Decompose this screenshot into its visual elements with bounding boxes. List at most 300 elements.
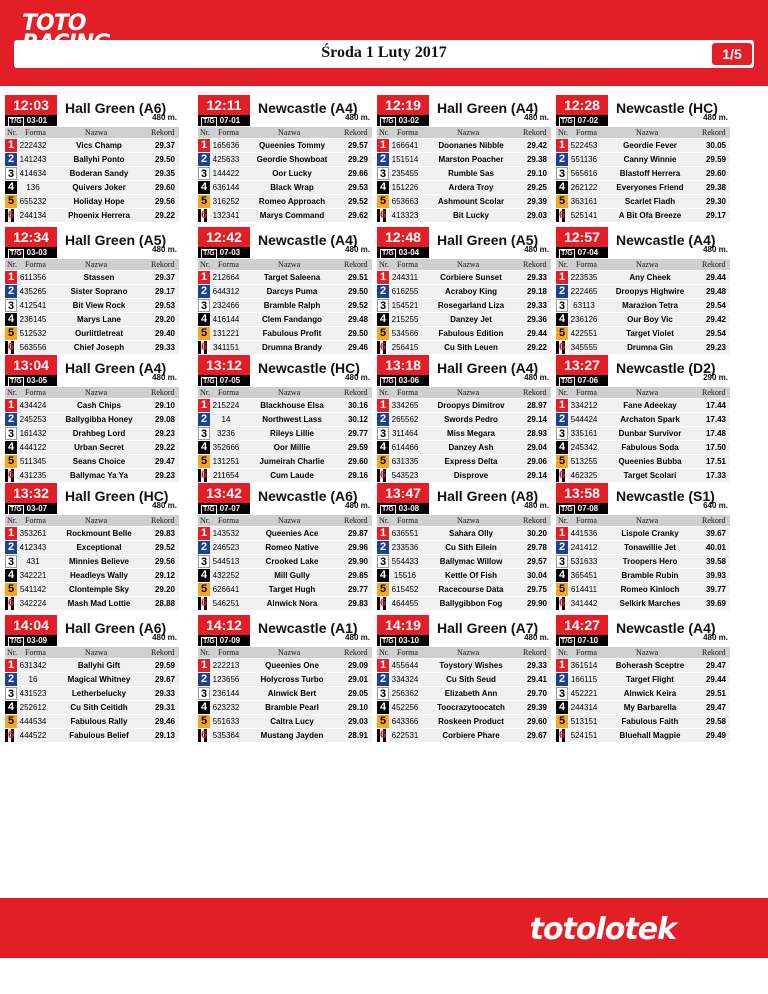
runner-record: 17.43 (705, 415, 727, 424)
table-row (377, 729, 551, 742)
runner-name: Toocrazytoocatch (437, 703, 505, 712)
table-row (377, 167, 551, 180)
table-row (556, 715, 730, 728)
table-row (198, 597, 372, 610)
col-nr: Nr. (200, 260, 210, 269)
tg-icon: T/G (561, 250, 573, 257)
runner-name: Stassen (83, 273, 115, 282)
runner-record: 29.56 (154, 197, 176, 206)
trap-number: 3 (556, 167, 568, 180)
race-distance: 290 m. (703, 373, 728, 382)
runner-name: Romeo Native (265, 543, 319, 552)
runner-form: 616255 (391, 287, 419, 296)
runner-record: 30.04 (526, 571, 548, 580)
runner-name: Fabulous Belief (69, 731, 129, 740)
table-row (198, 441, 372, 454)
runner-form: 644312 (212, 287, 240, 296)
runner-name: Marys Lane (76, 315, 122, 324)
race-time: 12:34 (5, 227, 57, 247)
runner-name: Bit View Rock (72, 301, 126, 310)
page-number: 1/5 (712, 43, 752, 65)
runner-record: 29.23 (154, 471, 176, 480)
runner-form: 3236 (217, 429, 235, 438)
trap-number: 2 (377, 285, 389, 298)
runner-record: 29.22 (154, 443, 176, 452)
race-distance: 480 m. (524, 113, 549, 122)
runner-record: 29.85 (347, 571, 369, 580)
race-card (377, 615, 551, 741)
trap-number: 2 (556, 673, 568, 686)
trap-number: 3 (377, 299, 389, 312)
trap-number: 6 (5, 469, 17, 482)
col-forma: Forma (218, 516, 239, 525)
race-track: Hall Green (A4) (437, 360, 539, 376)
table-header (5, 647, 179, 658)
runner-form: 365451 (570, 571, 598, 580)
table-row (377, 569, 551, 582)
trap-number: 4 (377, 181, 389, 194)
col-rekord: Rekord (344, 128, 368, 137)
runner-name: Swords Pedro (444, 415, 498, 424)
runner-form: 233536 (391, 543, 419, 552)
trap-number: 3 (5, 299, 17, 312)
table-row (556, 729, 730, 742)
runner-name: Fabulous Faith (621, 717, 679, 726)
trap-number: 4 (198, 701, 210, 714)
runner-name: Rumble Sas (448, 169, 494, 178)
runner-name: Sister Soprano (70, 287, 128, 296)
col-nr: Nr. (558, 260, 568, 269)
table-header (556, 515, 730, 526)
col-rekord: Rekord (523, 260, 547, 269)
race-card (377, 95, 551, 221)
runner-record: 17.48 (705, 429, 727, 438)
runner-record: 29.08 (154, 415, 176, 424)
table-header (198, 515, 372, 526)
table-row (198, 583, 372, 596)
runner-form: 353261 (19, 529, 47, 538)
col-nazwa: Nazwa (457, 648, 480, 657)
race-time: 13:18 (377, 355, 429, 375)
runner-record: 29.53 (347, 183, 369, 192)
runner-form: 525141 (570, 211, 598, 220)
race-code: T/G 07-07 (198, 503, 250, 514)
runner-name: Oor Millie (273, 443, 311, 452)
trap-number: 6 (198, 597, 210, 610)
runner-form: 653663 (391, 197, 419, 206)
table-row (5, 313, 179, 326)
trap-number: 5 (198, 327, 210, 340)
trap-number: 1 (5, 527, 17, 540)
runner-name: Ardera Troy (448, 183, 494, 192)
runner-record: 29.03 (526, 211, 548, 220)
race-code: T/G 07-10 (556, 635, 608, 646)
race-distance: 480 m. (345, 633, 370, 642)
runner-form: 341442 (570, 599, 598, 608)
runner-record: 29.66 (347, 169, 369, 178)
trap-number: 2 (377, 673, 389, 686)
runner-form: 413323 (391, 211, 419, 220)
runner-list (377, 659, 551, 743)
table-row (5, 341, 179, 354)
runner-name: Blastoff Herrera (619, 169, 681, 178)
table-header (377, 127, 551, 138)
trap-number: 4 (377, 569, 389, 582)
runner-form: 414634 (19, 169, 47, 178)
runner-list (556, 271, 730, 355)
runner-name: Cu Sith Leuen (444, 343, 498, 352)
col-forma: Forma (25, 260, 46, 269)
table-row (377, 597, 551, 610)
runner-form: 524151 (570, 731, 598, 740)
runner-form: 241412 (570, 543, 598, 552)
trap-number: 1 (5, 271, 17, 284)
totolotek-logo: totolotek (529, 912, 676, 947)
trap-number: 3 (377, 687, 389, 700)
runner-name: Archaton Spark (620, 415, 680, 424)
table-row (5, 271, 179, 284)
runner-record: 29.77 (347, 429, 369, 438)
race-distance: 480 m. (703, 113, 728, 122)
runner-record: 29.50 (347, 287, 369, 296)
runner-name: Quivers Joker (72, 183, 126, 192)
runner-record: 29.20 (154, 315, 176, 324)
race-distance: 480 m. (703, 633, 728, 642)
runner-name: Ballygibbon Fog (439, 599, 503, 608)
runner-form: 622531 (391, 731, 419, 740)
trap-number: 4 (556, 181, 568, 194)
col-forma: Forma (397, 648, 418, 657)
runner-record: 29.44 (705, 675, 727, 684)
col-rekord: Rekord (344, 648, 368, 657)
runner-name: Rockmount Belle (66, 529, 132, 538)
table-row (556, 195, 730, 208)
trap-number: 2 (556, 413, 568, 426)
race-distance: 480 m. (345, 113, 370, 122)
table-row (556, 569, 730, 582)
race-card (5, 615, 179, 741)
col-nazwa: Nazwa (278, 388, 301, 397)
table-header (556, 127, 730, 138)
race-track: Hall Green (A5) (65, 232, 167, 248)
race-card (556, 615, 730, 741)
runner-record: 29.57 (526, 557, 548, 566)
runner-record: 29.25 (526, 183, 548, 192)
race-card (5, 483, 179, 609)
runner-record: 29.13 (154, 731, 176, 740)
tg-icon: T/G (203, 118, 215, 125)
runner-record: 39.77 (705, 585, 727, 594)
runner-record: 17.44 (705, 401, 727, 410)
table-row (198, 469, 372, 482)
trap-number: 1 (198, 139, 210, 152)
col-nazwa: Nazwa (278, 128, 301, 137)
runner-name: Marston Poacher (438, 155, 504, 164)
runner-form: 222432 (19, 141, 47, 150)
runner-name: Ballyhi Gift (77, 661, 121, 670)
table-row (377, 687, 551, 700)
table-row (556, 455, 730, 468)
runner-form: 431523 (19, 689, 47, 698)
runner-name: Ballyhi Ponto (73, 155, 125, 164)
table-row (556, 469, 730, 482)
runner-record: 29.22 (154, 211, 176, 220)
trap-number: 3 (556, 427, 568, 440)
runner-record: 29.67 (526, 731, 548, 740)
race-track: Newcastle (A1) (258, 620, 358, 636)
trap-number: 3 (5, 555, 17, 568)
runner-name: Target Violet (626, 329, 674, 338)
runner-name: Elizabeth Ann (444, 689, 498, 698)
table-row (377, 271, 551, 284)
trap-number: 2 (556, 541, 568, 554)
table-header (556, 647, 730, 658)
runner-record: 29.59 (154, 661, 176, 670)
col-rekord: Rekord (702, 388, 726, 397)
runner-name: Toystory Wishes (439, 661, 503, 670)
runner-record: 29.42 (526, 141, 548, 150)
trap-number: 3 (377, 555, 389, 568)
runner-record: 29.59 (705, 155, 727, 164)
runner-form: 215255 (391, 315, 419, 324)
trap-number: 4 (556, 701, 568, 714)
trap-number: 1 (5, 659, 17, 672)
runner-form: 434424 (19, 401, 47, 410)
col-forma: Forma (397, 516, 418, 525)
race-time: 14:12 (198, 615, 250, 635)
col-nazwa: Nazwa (636, 388, 659, 397)
trap-number: 2 (5, 153, 17, 166)
trap-number: 1 (556, 659, 568, 672)
col-forma: Forma (218, 648, 239, 657)
col-rekord: Rekord (151, 648, 175, 657)
runner-form: 511345 (19, 457, 47, 466)
col-forma: Forma (25, 648, 46, 657)
trap-number: 5 (5, 715, 17, 728)
race-code: T/G 07-06 (556, 375, 608, 386)
col-forma: Forma (25, 128, 46, 137)
runner-name: Fane Adeekay (623, 401, 677, 410)
runner-form: 626641 (212, 585, 240, 594)
runner-record: 29.77 (347, 585, 369, 594)
trap-number: 5 (5, 195, 17, 208)
runner-list (377, 271, 551, 355)
race-track: Newcastle (A4) (258, 100, 358, 116)
trap-number: 1 (377, 659, 389, 672)
col-nazwa: Nazwa (636, 516, 659, 525)
runner-name: Rosegarland Liza (437, 301, 505, 310)
runner-form: 236145 (19, 315, 47, 324)
runner-name: Seans Choice (72, 457, 126, 466)
trap-number: 1 (198, 271, 210, 284)
runner-form: 361514 (570, 661, 598, 670)
col-forma: Forma (576, 648, 597, 657)
runner-form: 244134 (19, 211, 47, 220)
runner-name: Ashmount Scolar (437, 197, 505, 206)
runner-record: 29.50 (154, 155, 176, 164)
runner-form: 236126 (570, 315, 598, 324)
runner-form: 245253 (19, 415, 47, 424)
table-row (5, 195, 179, 208)
runner-record: 29.47 (705, 661, 727, 670)
runner-form: 551136 (570, 155, 598, 164)
table-header (556, 387, 730, 398)
race-time: 13:47 (377, 483, 429, 503)
runner-form: 416144 (212, 315, 240, 324)
col-nr: Nr. (200, 648, 210, 657)
table-row (556, 139, 730, 152)
runner-form: 565616 (570, 169, 598, 178)
col-nazwa: Nazwa (278, 648, 301, 657)
col-forma: Forma (576, 388, 597, 397)
table-row (5, 399, 179, 412)
race-card (377, 355, 551, 481)
runner-form: 455644 (391, 661, 419, 670)
trap-number: 3 (5, 427, 17, 440)
trap-number: 1 (377, 399, 389, 412)
runner-form: 444522 (19, 731, 47, 740)
runner-name: Everyones Friend (616, 183, 684, 192)
runner-name: Headleys Wally (70, 571, 128, 580)
runner-list (377, 399, 551, 483)
table-row (5, 469, 179, 482)
table-header (377, 387, 551, 398)
runner-name: Vics Champ (76, 141, 122, 150)
trap-number: 3 (198, 427, 210, 440)
runner-form: 611356 (19, 273, 47, 282)
runner-name: Letherbelucky (71, 689, 127, 698)
runner-form: 151226 (391, 183, 419, 192)
runner-list (5, 399, 179, 483)
race-track: Hall Green (A7) (437, 620, 539, 636)
runner-form: 363161 (570, 197, 598, 206)
race-time: 13:42 (198, 483, 250, 503)
race-card (5, 95, 179, 221)
runner-name: Jumeirah Charlie (259, 457, 325, 466)
race-card (198, 615, 372, 741)
runner-name: Bramble Ralph (263, 301, 321, 310)
runner-name: Queenies Tommy (258, 141, 326, 150)
runner-record: 29.20 (154, 585, 176, 594)
runner-form: 316252 (212, 197, 240, 206)
tg-icon: T/G (203, 506, 215, 513)
col-rekord: Rekord (702, 648, 726, 657)
runner-record: 29.46 (154, 717, 176, 726)
runner-name: Target Scolari (623, 471, 677, 480)
table-row (198, 285, 372, 298)
race-time: 13:27 (556, 355, 608, 375)
runner-record: 29.54 (705, 329, 727, 338)
runner-name: Minnies Believe (68, 557, 130, 566)
table-row (377, 715, 551, 728)
runner-form: 342221 (19, 571, 47, 580)
runner-form: 154521 (391, 301, 419, 310)
table-header (377, 259, 551, 270)
runner-name: Danzey Jet (450, 315, 492, 324)
runner-name: Geordie Fever (623, 141, 677, 150)
race-track: Newcastle (A4) (258, 232, 358, 248)
trap-number: 4 (5, 313, 17, 326)
trap-number: 5 (377, 195, 389, 208)
runner-record: 28.91 (347, 731, 369, 740)
runner-record: 29.17 (154, 287, 176, 296)
runner-record: 29.48 (705, 287, 727, 296)
race-card (5, 355, 179, 481)
runner-record: 29.60 (154, 183, 176, 192)
runner-record: 29.56 (154, 557, 176, 566)
runner-form: 615452 (391, 585, 419, 594)
race-time: 12:48 (377, 227, 429, 247)
runner-record: 30.16 (347, 401, 369, 410)
table-row (556, 701, 730, 714)
col-nazwa: Nazwa (457, 128, 480, 137)
runner-form: 441536 (570, 529, 598, 538)
col-forma: Forma (25, 388, 46, 397)
runner-name: Ballymac Ya Ya (70, 471, 128, 480)
trap-number: 1 (377, 527, 389, 540)
race-track: Hall Green (A5) (437, 232, 539, 248)
col-rekord: Rekord (702, 128, 726, 137)
runner-name: Oor Lucky (272, 169, 312, 178)
trap-number: 6 (377, 341, 389, 354)
race-time: 13:32 (5, 483, 57, 503)
race-time: 12:28 (556, 95, 608, 115)
runner-name: Queenies Ace (265, 529, 319, 538)
runner-form: 452221 (570, 689, 598, 698)
race-distance: 480 m. (524, 633, 549, 642)
col-nr: Nr. (379, 260, 389, 269)
runner-form: 551633 (212, 717, 240, 726)
runner-name: Bit Lucky (452, 211, 489, 220)
runner-form: 123656 (212, 675, 240, 684)
table-row (198, 527, 372, 540)
runner-form: 215224 (212, 401, 240, 410)
trap-number: 2 (377, 541, 389, 554)
tg-icon: T/G (382, 250, 394, 257)
col-nr: Nr. (200, 388, 210, 397)
runner-form: 546251 (212, 599, 240, 608)
col-nazwa: Nazwa (85, 388, 108, 397)
runner-record: 17.33 (705, 471, 727, 480)
runner-name: Racecourse Data (438, 585, 504, 594)
runner-form: 311464 (391, 429, 419, 438)
runner-list (556, 527, 730, 611)
runner-record: 29.39 (526, 197, 548, 206)
runner-name: Chief Joseph (73, 343, 125, 352)
race-track: Newcastle (HC) (258, 360, 360, 376)
col-nazwa: Nazwa (85, 260, 108, 269)
runner-name: Acraboy King (444, 287, 497, 296)
tg-icon: T/G (561, 118, 573, 125)
table-row (377, 441, 551, 454)
runner-record: 29.01 (347, 675, 369, 684)
race-code: T/G 03-04 (377, 247, 429, 258)
runner-form: 16 (28, 675, 38, 684)
table-row (377, 659, 551, 672)
runner-name: Disprove (453, 471, 489, 480)
col-rekord: Rekord (344, 516, 368, 525)
table-row (5, 597, 179, 610)
runner-name: Holycross Turbo (260, 675, 324, 684)
runner-form: 15516 (393, 571, 417, 580)
col-nr: Nr. (7, 516, 17, 525)
runner-form: 131221 (212, 329, 240, 338)
runner-record: 29.17 (705, 211, 727, 220)
col-nr: Nr. (379, 516, 389, 525)
trap-number: 4 (198, 181, 210, 194)
runner-form: 334265 (391, 401, 419, 410)
col-nr: Nr. (200, 128, 210, 137)
